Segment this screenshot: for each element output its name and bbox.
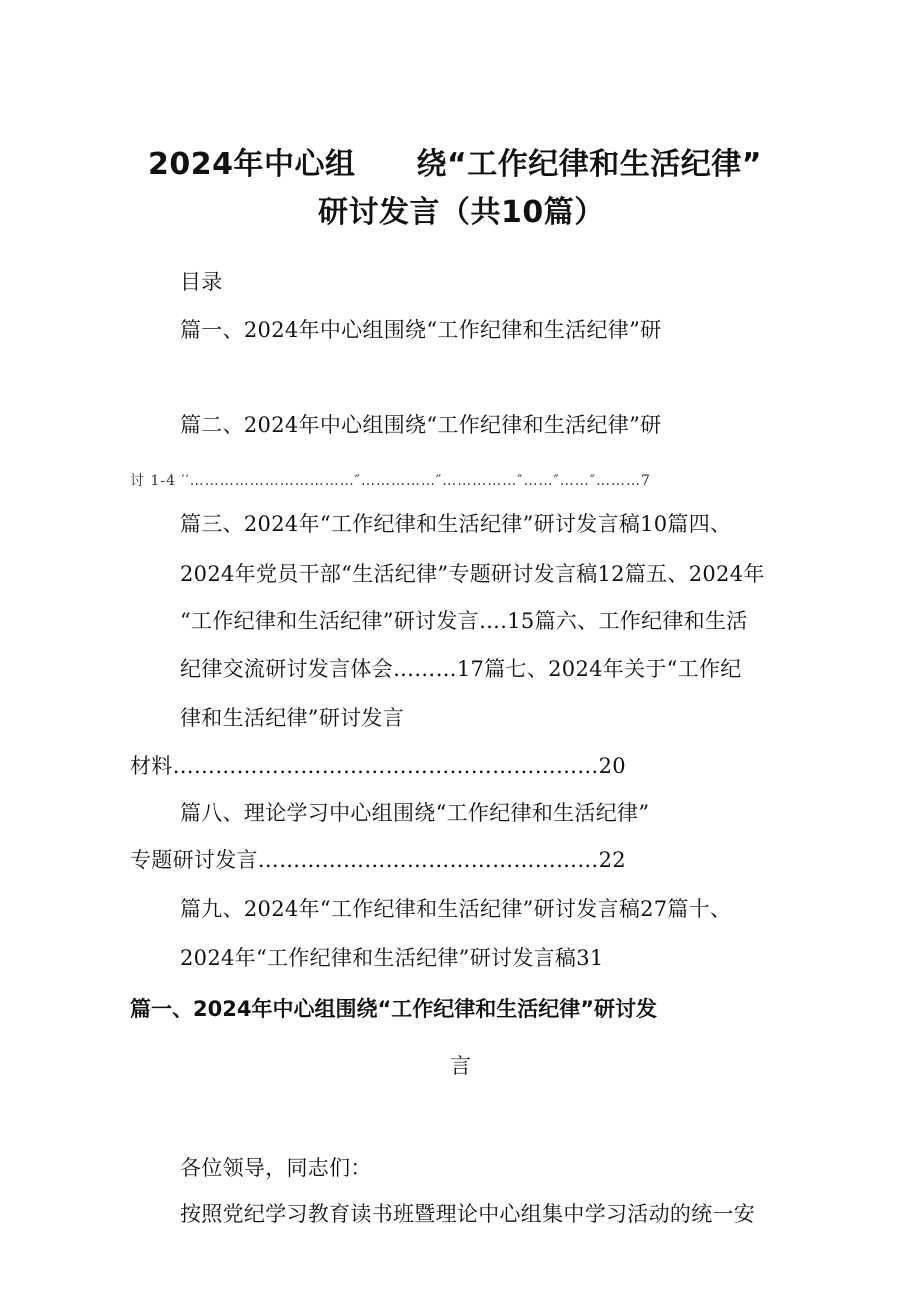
toc-line: 篇三、2024年“工作纪律和生活纪律”研讨发言稿10篇四、 [180, 512, 732, 536]
toc-line: 篇一、2024年中心组围绕“工作纪律和生活纪律”研 [180, 318, 662, 342]
toc-line: 材料……………………………………………………20 [130, 754, 626, 778]
toc-line: 篇九、2024年“工作纪律和生活纪律”研讨发言稿27篇十、 [180, 897, 732, 921]
body-paragraph: 按照党纪学习教育读书班暨理论中心组集中学习活动的统一安 [180, 1202, 756, 1226]
toc-line: 纪律交流研讨发言体会………17篇七、2024年关于“工作纪 [180, 657, 742, 681]
toc-line: 篇八、理论学习中心组围绕“工作纪律和生活纪律” [180, 801, 650, 825]
toc-line: 篇二、2024年中心组围绕“工作纪律和生活纪律”研 [180, 413, 662, 437]
section-heading-line-1: 篇一、2024年中心组围绕“工作纪律和生活纪律”研讨发 [130, 997, 658, 1021]
document-title-line-1: 2024年中心组 绕“工作纪律和生活纪律” [148, 147, 762, 182]
toc-line: “工作纪律和生活纪律”研讨发言….15篇六、工作纪律和生活 [180, 609, 748, 633]
section-heading-line-2: 言 [450, 1054, 472, 1078]
salutation: 各位领导，同志们： [180, 1156, 372, 1180]
toc-line: 2024年“工作纪律和生活纪律”研讨发言稿31 [180, 946, 604, 970]
toc-heading: 目录 [180, 270, 223, 294]
toc-line: 专题研讨发言…………………………………………22 [130, 848, 626, 872]
toc-line: 律和生活纪律”研讨发言 [180, 706, 405, 730]
toc-line: 讨 1-4 ′′……………………………″……………″……………″……″……″………7 [130, 473, 651, 489]
document-title-line-2: 研讨发言（共10篇） [318, 195, 605, 230]
toc-line: 2024年党员干部“生活纪律”专题研讨发言稿12篇五、2024年 [180, 562, 765, 586]
